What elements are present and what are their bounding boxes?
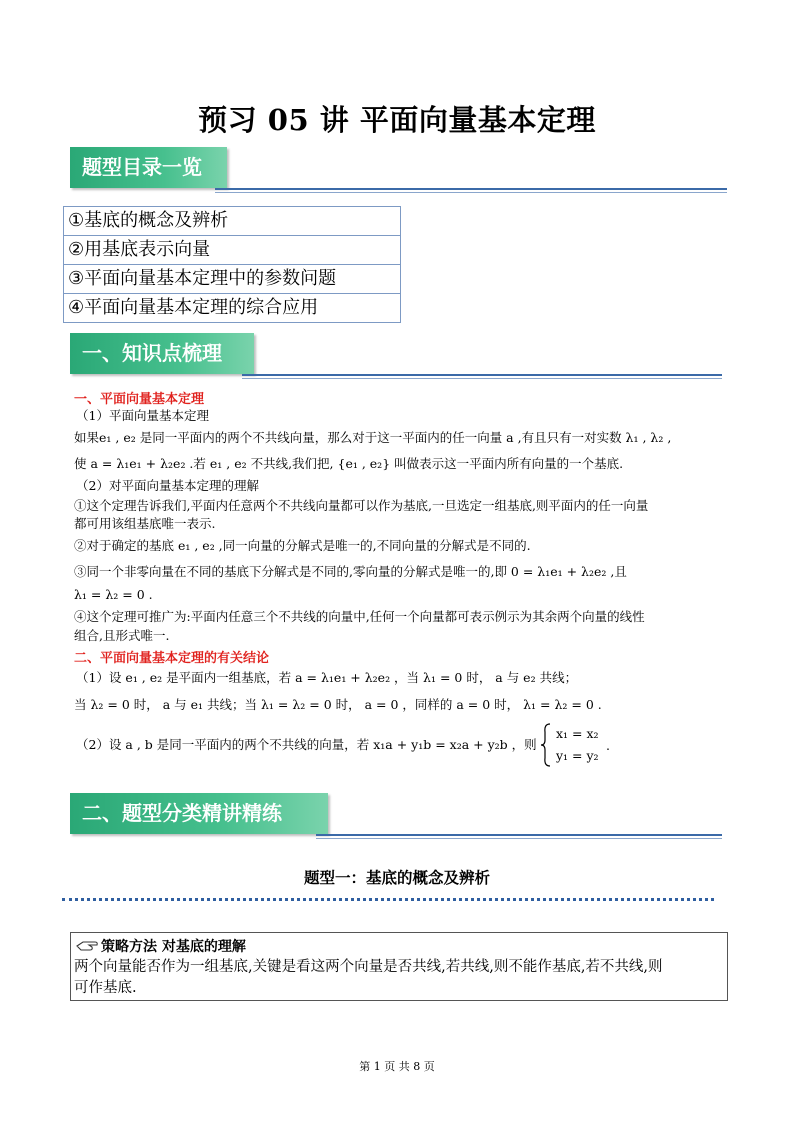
text-line: λ₁ = λ₂ = 0 . <box>74 587 153 602</box>
toc-item[interactable]: ③平面向量基本定理中的参数问题 <box>64 265 400 294</box>
text-line: 当 λ₂ = 0 时， a 与 e₁ 共线；当 λ₁ = λ₂ = 0 时， a = 0 ，同样的 a = 0 时， λ₁ = λ₂ = 0 . <box>74 697 602 712</box>
text-line: 都可用该组基底唯一表示. <box>74 516 216 531</box>
toc-table <box>63 206 401 323</box>
toc-item[interactable]: ②用基底表示向量 <box>64 236 400 265</box>
strategy-title: 策略方法 对基底的理解 <box>101 939 246 955</box>
equation-system <box>540 722 620 768</box>
subheading-theorem: 一、平面向量基本定理 <box>74 392 205 407</box>
text-line: ④这个定理可推广为:平面内任意三个不共线的向量中,任何一个向量都可表示例示为其余两个向量的线性 <box>74 609 645 624</box>
brace-icon <box>540 722 552 768</box>
section-header-practice: 二、题型分类精讲精练 <box>70 793 328 834</box>
equation-line: x₁ = x₂ <box>556 726 599 741</box>
toc-item[interactable]: ④平面向量基本定理的综合应用 <box>68 297 319 318</box>
strategy-text: 可作基底. <box>74 980 137 996</box>
hand-pointer-icon <box>75 938 99 954</box>
section-rule <box>242 374 722 376</box>
text-line: （2）设 a , b 是同一平面内的两个不共线的向量，若 x₁a + y₁b = x₂a + y₂b ，则 <box>76 737 537 752</box>
text-line: （1）平面向量基本定理 <box>76 408 209 423</box>
page-title: 预习 05 讲 平面向量基本定理 <box>198 103 596 137</box>
question-type-heading: 题型一：基底的概念及辨析 <box>303 869 490 887</box>
toc-item[interactable]: ①基底的概念及辨析 <box>64 207 400 236</box>
equation-line: y₁ = y₂ <box>556 748 599 763</box>
text-line: （1）设 e₁ , e₂ 是平面内一组基底，若 a = λ₁e₁ + λ₂e₂ ，当 λ₁ = 0 时， a 与 e₂ 共线； <box>76 670 578 685</box>
page-footer: 第 1 页 共 8 页 <box>359 1060 435 1073</box>
section-rule-thin <box>242 378 722 379</box>
text-line: （2）对平面向量基本定理的理解 <box>76 478 259 493</box>
section-rule <box>316 834 722 836</box>
text-line: ①这个定理告诉我们,平面内任意两个不共线向量都可以作为基底,一旦选定一组基底,则平面内的任一向量 <box>74 498 649 513</box>
text-line: ②对于确定的基底 e₁ , e₂ ,同一向量的分解式是唯一的,不同向量的分解式是不同的. <box>74 538 531 553</box>
text-line: 组合,且形式唯一. <box>74 628 170 643</box>
text-line: 如果e₁ , e₂ 是同一平面内的两个不共线向量，那么对于这一平面内的任一向量 a ,有且只有一对实数 λ₁ , λ₂ , <box>74 430 672 445</box>
section-rule-thin <box>215 192 727 193</box>
text-line: 使 a = λ₁e₁ + λ₂e₂ .若 e₁ , e₂ 不共线,我们把, {e₁ , e₂} 叫做表示这一平面内所有向量的一个基底. <box>74 456 624 471</box>
section-rule-thin <box>316 838 722 839</box>
section-header-knowledge: 一、知识点梳理 <box>70 333 254 374</box>
strategy-box <box>70 932 728 1001</box>
section-header-toc: 题型目录一览 <box>70 147 227 188</box>
equation-period: . <box>606 738 610 753</box>
dotted-divider <box>62 898 714 901</box>
strategy-text: 两个向量能否作为一组基底,关键是看这两个向量是否共线,若共线,则不能作基底,若不共线,则 <box>74 959 663 975</box>
text-line: ③同一个非零向量在不同的基底下分解式是不同的,零向量的分解式是唯一的,即 0 = λ₁e₁ + λ₂e₂ ,且 <box>74 564 627 579</box>
section-rule <box>215 188 727 190</box>
subheading-conclusions: 二、平面向量基本定理的有关结论 <box>74 651 270 666</box>
